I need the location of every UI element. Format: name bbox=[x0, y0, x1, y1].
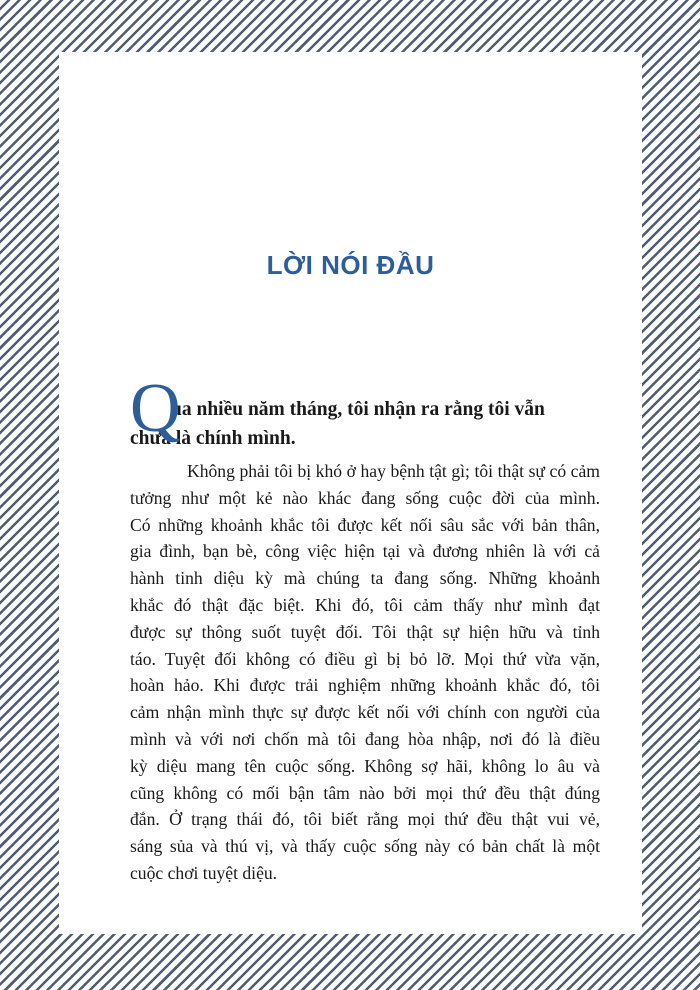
body-line: hành tinh diệu kỳ mà chúng ta đang sống. Những khoảnh bbox=[130, 568, 600, 589]
body-line: kỳ diệu mang tên cuộc sống. Không sợ hãi, không lo âu và bbox=[130, 755, 600, 776]
body-line: đắn. Ở trạng thái đó, tôi biết rằng mọi thứ đều thật vui vẻ, bbox=[130, 809, 600, 830]
body-line: hoàn hảo. Khi được trải nghiệm những khoảnh khắc đó, tôi bbox=[130, 675, 600, 696]
body-line: cuộc chơi tuyệt diệu. bbox=[130, 862, 278, 883]
page-content-area bbox=[59, 52, 642, 934]
body-paragraph bbox=[130, 458, 600, 887]
body-line: được sự thông suốt tuyệt đối. Tôi thật sự hiện hữu và tỉnh bbox=[130, 621, 600, 642]
drop-cap: Q bbox=[130, 370, 181, 447]
body-line: Không phải tôi bị khó ở hay bệnh tật gì; tôi thật sự có cảm bbox=[187, 461, 600, 481]
body-line: cũng không có mối bận tâm nào bởi mọi thứ đều thật đúng bbox=[130, 782, 600, 803]
body-line: gia đình, bạn bè, công việc hiện tại và đương nhiên là với cả bbox=[130, 541, 600, 562]
body-line: táo. Tuyệt đối không có điều gì bị bỏ lỡ. Mọi thứ vừa vặn, bbox=[130, 648, 600, 669]
body-line: mình và với nơi chốn mà tôi đang hòa nhập, nơi đó là điều bbox=[130, 728, 600, 749]
lead-line: ua nhiều năm tháng, tôi nhận ra rằng tôi vẫn bbox=[171, 399, 545, 420]
page-title: LỜI NÓI ĐẦU bbox=[266, 250, 435, 280]
body-line: khắc đó thật đặc biệt. Khi đó, tôi cảm thấy như mình đạt bbox=[130, 594, 600, 615]
lead-paragraph bbox=[130, 370, 600, 453]
body-line: sáng sủa và thú vị, và thấy cuộc sống này có bản chất là một bbox=[130, 836, 600, 857]
lead-line: chưa là chính mình. bbox=[130, 428, 296, 449]
body-line: cảm nhận mình thực sự được kết nối với chính con người của bbox=[130, 702, 600, 723]
body-line: tưởng như một kẻ nào khác đang sống cuộc đời của mình. bbox=[130, 487, 600, 508]
body-line: Có những khoảnh khắc tôi được kết nối sâu sắc với bản thân, bbox=[130, 514, 600, 535]
